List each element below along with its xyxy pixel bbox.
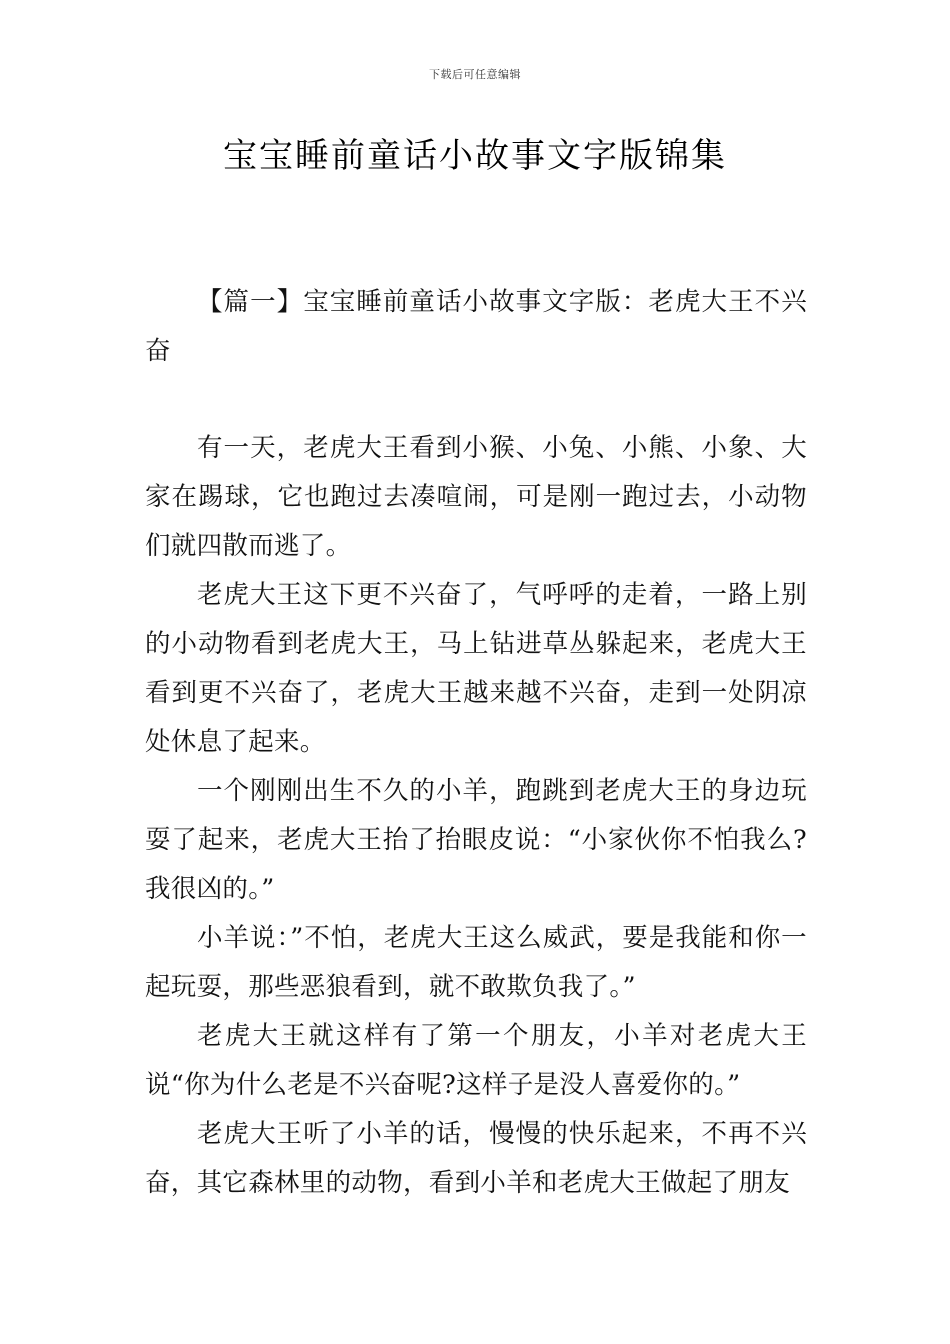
header-note: 下载后可任意编辑: [429, 68, 521, 81]
paragraph-1: 有一天，老虎大王看到小猴、小兔、小熊、小象、大家在踢球，它也跑过去凑喧闹，可是刚一跑过去，小动物们就四散而逃了。: [145, 433, 807, 561]
paragraph-6: 老虎大王听了小羊的话，慢慢的快乐起来，不再不兴奋，其它森林里的动物，看到小羊和老虎大王做起了朋友: [145, 1119, 807, 1198]
document-title: 宝宝睡前童话小故事文字版锦集: [223, 136, 727, 176]
document-body: [145, 278, 807, 1208]
paragraph-5: 老虎大王就这样有了第一个朋友，小羊对老虎大王说“你为什么老是不兴奋呢?这样子是没人喜爱你的。”: [145, 1021, 807, 1100]
paragraph-2: 老虎大王这下更不兴奋了，气呼呼的走着，一路上别的小动物看到老虎大王，马上钻进草丛躲起来，老虎大王看到更不兴奋了，老虎大王越来越不兴奋，走到一处阴凉处休息了起来。: [145, 580, 807, 757]
section-heading: 【篇一】宝宝睡前童话小故事文字版：老虎大王不兴奋: [145, 287, 807, 366]
paragraph-3: 一个刚刚出生不久的小羊，跑跳到老虎大王的身边玩耍了起来，老虎大王抬了抬眼皮说：“小家伙你不怕我么?我很凶的。”: [145, 776, 807, 904]
paragraph-4: 小羊说：”不怕，老虎大王这么威武，要是我能和你一起玩耍，那些恶狼看到，就不敢欺负我了。”: [145, 923, 807, 1002]
